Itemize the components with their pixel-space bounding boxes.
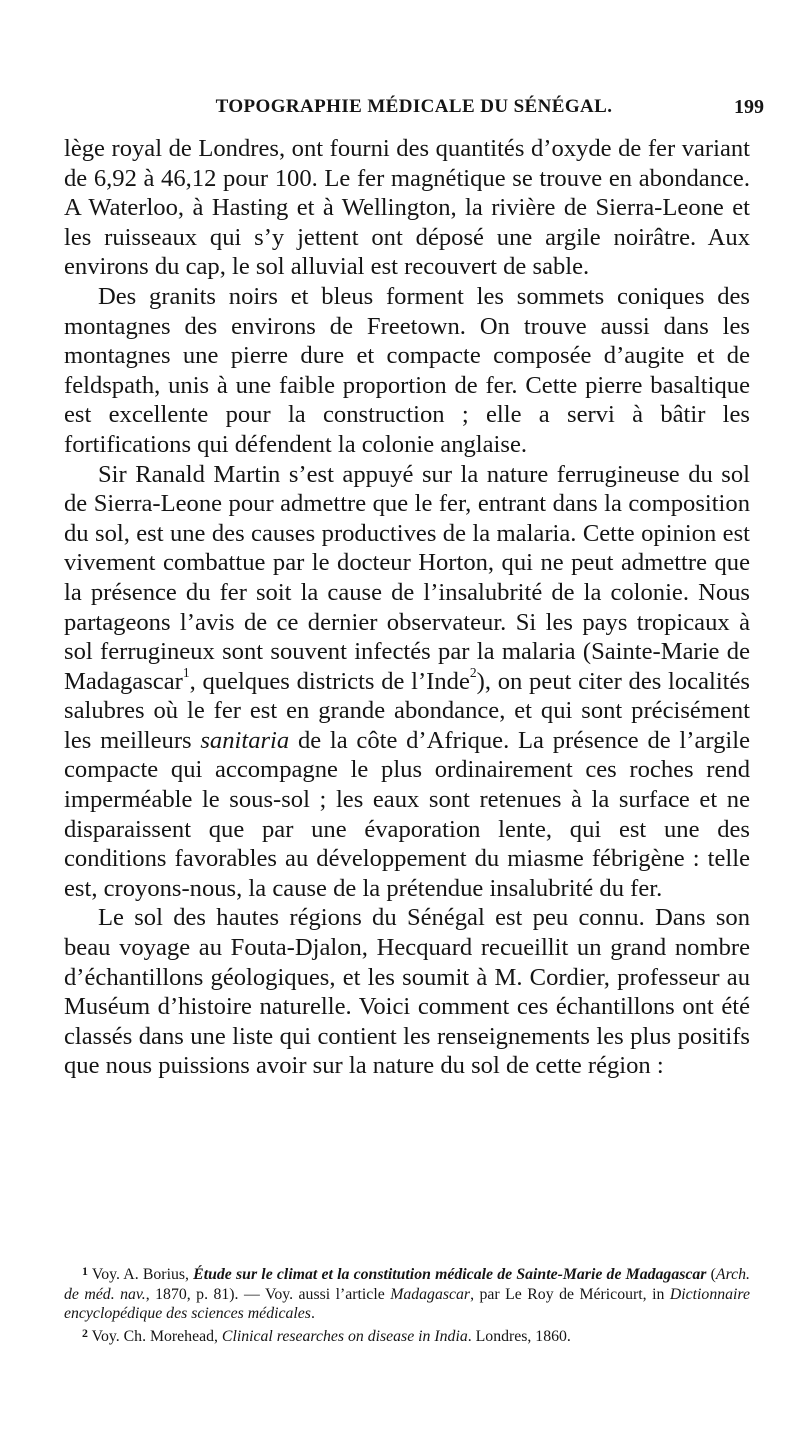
footnote-1-article: Madagascar (390, 1285, 471, 1303)
footnote-1-dictionary: Dictionnaire encyclopédique des sciences médicales (64, 1285, 750, 1323)
footnote-2 (64, 1324, 750, 1347)
body-text (64, 134, 750, 1081)
paragraph-2: Des granits noirs et bleus forment les sommets coniques des montagnes des environs de Freetown. On trouve aussi dans les montagnes une pierre dure et compacte composée d’augite et de feldspath, unis à une faible proportion de fer. Cette pierre basaltique est excellente pour la construction ; elle a servi à bâtir les fortifications qui défendent la colonie anglaise. (64, 282, 750, 458)
footnote-1-c: ( (706, 1266, 716, 1284)
footnote-1-e: , 1870, p. 81). — Voy. aussi l’article (145, 1285, 391, 1303)
footnote-1 (64, 1262, 750, 1324)
running-header (64, 96, 764, 126)
paragraph-3-part-1: Sir Ranald Martin s’est appuyé sur la nature ferrugineuse du sol de Sierra-Leone pour admettre que le fer, entrant dans la composition du sol, est une des causes productives de la malaria. Cette opinion est vivement combattue par le docteur Horton, qui ne peut admettre que la présence du fer soit la cause de l’insalubrité de la colonie. Nous partageons l’avis de ce dernier observateur. Si les pays tropicaux à sol ferrugineux sont souvent infectés par la malaria (Sainte-Marie de Madagascar (64, 460, 750, 695)
italic-term-sanitaria: sanitaria (200, 726, 290, 754)
footnote-1-i: . (310, 1305, 315, 1323)
footnote-1-marker: 1 (82, 1264, 88, 1278)
paragraph-3-part-4: de la côte d’Afrique. La présence de l’argile compacte qui accompagne le plus ordinairement ces roches rend imperméable le sous-sol ; les eaux sont retenues à la surface et ne disparaissent que par une évaporation lente, qui est une des conditions favorables au développement du miasme fébrigène : telle est, croyons-nous, la cause de la prétendue insalubrité du fer. (64, 726, 750, 902)
footnote-2-title: Clinical researches on disease in India (221, 1328, 468, 1346)
paragraph-1: lège royal de Londres, ont fourni des quantités d’oxyde de fer variant de 6,92 à 46,12 pour 100. Le fer magnétique se trouve en abondance. A Waterloo, à Hasting et à Wellington, la rivière de Sierra-Leone et les ruisseaux qui s’y jettent ont déposé une argile noirâtre. Aux environs du cap, le sol alluvial est recouvert de sable. (64, 135, 750, 281)
footnote-1-journal: Arch. de méd. nav. (64, 1266, 750, 1303)
footnote-2-c: . Londres, 1860. (467, 1328, 571, 1346)
paragraph-4: Le sol des hautes régions du Sénégal est peu connu. Dans son beau voyage au Fouta-Djalon, Hecquard recueillit un grand nombre d’échantillons géologiques, et les soumit à M. Cordier, professeur au Muséum d’histoire naturelle. Voici comment ces échantillons ont été classés dans une liste qui contient les renseignements les plus positifs que nous puissions avoir sur la nature du sol de cette région : (64, 904, 750, 1080)
footnotes (64, 1262, 750, 1347)
running-title: TOPOGRAPHIE MÉDICALE DU SÉNÉGAL. (215, 96, 613, 117)
footnote-ref-1: 1 (182, 664, 190, 680)
footnote-1-g: , par Le Roy de Méricourt, in (470, 1285, 670, 1303)
footnote-1-a: Voy. A. Borius, (91, 1266, 194, 1284)
paragraph-3-part-3: ), on peut citer des localités salubres où le fer est en grande abondance, et qui sont précisément les meilleurs (64, 667, 750, 754)
page-number: 199 (734, 96, 764, 118)
paragraph-3-part-2: , quelques districts de l’Inde (189, 667, 470, 695)
footnote-2-marker: 2 (82, 1325, 88, 1340)
footnote-2-a: Voy. Ch. Morehead, (91, 1328, 222, 1346)
footnote-1-title: Étude sur le climat et la constitution médicale de Sainte-Marie de Madagascar (193, 1266, 707, 1284)
paragraph-3 (64, 460, 750, 904)
footnote-ref-2: 2 (469, 664, 477, 680)
